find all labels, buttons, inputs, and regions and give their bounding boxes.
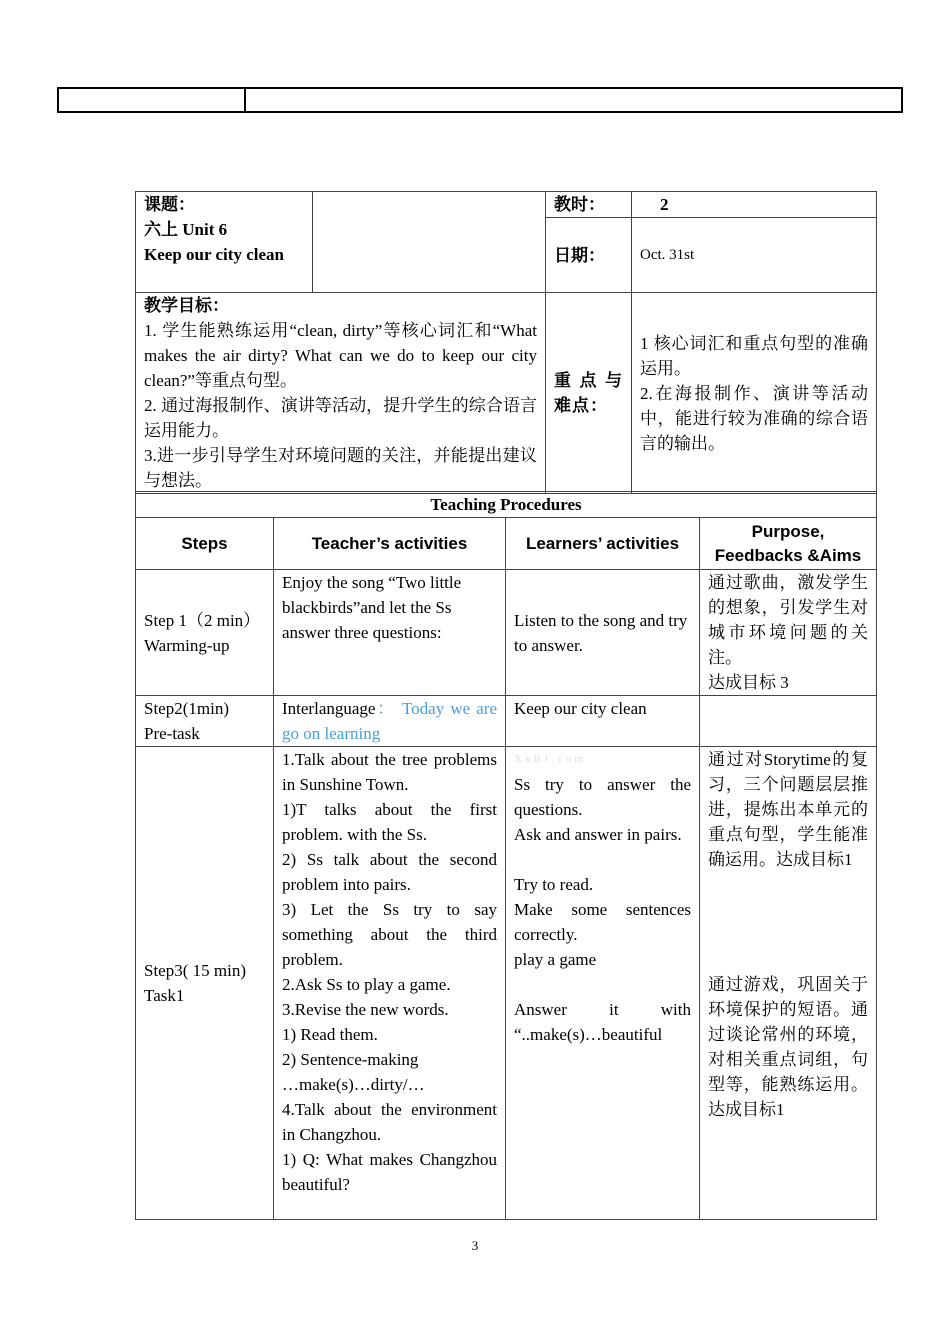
interlanguage-colon: ：: [375, 699, 397, 718]
spacer: [708, 872, 868, 972]
objective-2: 2. 通过海报制作、演讲等活动，提升学生的综合语言运用能力。: [144, 396, 537, 440]
step3-teacher-line: 1) Q: What makes Changzhou beautiful?: [282, 1150, 497, 1194]
step3-learners: [506, 747, 700, 1220]
step3-teacher-line: 2) Sentence-making: [282, 1050, 419, 1069]
step2-cell: [136, 696, 274, 747]
step1-stage: Warming-up: [144, 635, 230, 655]
step3-teacher-line: 2) Ss talk about the second problem into pairs.: [282, 850, 497, 894]
spacer: [514, 847, 691, 872]
periods-label: 教时：: [546, 192, 632, 218]
interlanguage-label: Interlanguage: [282, 699, 376, 718]
objective-1: 1. 学生能熟练运用“clean, dirty”等核心词汇和“What makes the air dirty? What can we do to keep our city clean?”等重点句型。: [144, 321, 537, 390]
date-label: 日期：: [546, 218, 632, 293]
objectives-cell: [136, 293, 546, 494]
step3-learner-d: Make some sentences correctly.: [514, 900, 691, 944]
key-point-1: 1 核心词汇和重点句型的准确运用。: [640, 333, 868, 378]
unit-label: 六上 Unit 6: [144, 220, 228, 239]
topic-cell: [136, 192, 313, 293]
key-points-cell: [632, 293, 877, 494]
header-purpose: Purpose, Feedbacks &Aims: [700, 518, 877, 570]
step1-purpose: 通过歌曲，激发学生的想象，引发学生对城市环境问题的关注。: [708, 573, 869, 667]
step3-teacher-line: 1)T talks about the first problem. with the Ss.: [282, 800, 497, 844]
watermark: XkB1.com: [514, 753, 586, 765]
step2-stage: Pre-task: [144, 724, 200, 743]
objective-3: 3.进一步引导学生对环境问题的关注，并能提出建议与想法。: [144, 446, 537, 490]
spacer: [514, 972, 691, 997]
step3-learner-f: Answer it with “..make(s)…beautiful: [514, 1000, 691, 1044]
step2-learners: Keep our city clean: [506, 696, 700, 747]
step1-aim: 达成目标 3: [708, 673, 789, 692]
step2-teacher: [274, 696, 506, 747]
step1-learners: Listen to the song and try to answer.: [506, 570, 700, 696]
step1-label: Step 1（2 min）: [144, 610, 261, 630]
step3-learner-c: Try to read.: [514, 875, 594, 894]
step1-cell: [136, 570, 274, 696]
page-number: 3: [471, 1238, 479, 1253]
step3-purpose-1: 通过对Storytime的复习，三个问题层层推进，提炼出本单元的重点句型，学生能准确运用。达成目标1: [708, 750, 869, 869]
step3-teacher-line: 3.Revise the new words.: [282, 1000, 449, 1019]
header-teacher: Teacher’s activities: [274, 518, 506, 570]
step3-learner-b: Ask and answer in pairs.: [514, 825, 682, 844]
step3-teacher-line: 4.Talk about the environment in Changzhou.: [282, 1100, 497, 1144]
header-steps: Steps: [136, 518, 274, 570]
step3-learner-e: play a game: [514, 950, 597, 969]
step2-purpose: [700, 696, 877, 747]
step3-label: Step3( 15 min): [144, 961, 246, 980]
step3-learner-a: Ss try to answer the questions.: [514, 775, 691, 819]
step1-teacher: Enjoy the song “Two little blackbirds”and let the Ss answer three questions:: [274, 570, 506, 696]
periods-value: 2: [632, 192, 877, 218]
procedures-table: [135, 491, 877, 1220]
header-learners: Learners’ activities: [506, 518, 700, 570]
topic-label: 课题：: [144, 195, 195, 214]
step3-teacher-line: 1) Read them.: [282, 1025, 378, 1044]
lesson-title: Keep our city clean: [144, 245, 284, 264]
procedures-title: Teaching Procedures: [136, 492, 877, 518]
step3-teacher-line: 2.Ask Ss to play a game.: [282, 975, 451, 994]
header-bar: [57, 87, 903, 113]
step2-label: Step2(1min): [144, 699, 229, 718]
key-points-label: 重点与难点：: [546, 293, 632, 494]
header-divider: [244, 89, 246, 111]
step3-purpose-2: 通过游戏，巩固关于环境保护的短语。通过谈论常州的环境，对相关重点词组，句型等，能熟练运用。达成目标1: [708, 975, 869, 1119]
key-point-2: 2.在海报制作、演讲等活动中，能进行较为准确的综合语言的输出。: [640, 383, 868, 453]
step1-purpose-cell: [700, 570, 877, 696]
step3-teacher: [274, 747, 506, 1220]
topic-blank-cell: [313, 192, 546, 293]
step3-teacher-line: 1.Talk about the tree problems in Sunshine Town.: [282, 750, 497, 794]
step3-purpose-cell: [700, 747, 877, 1220]
date-value: Oct. 31st: [632, 218, 877, 293]
step3-teacher-line: …make(s)…dirty/…: [282, 1075, 425, 1094]
step3-teacher-line: 3) Let the Ss try to say something about the third problem.: [282, 900, 497, 969]
interlanguage-link[interactable]: Today we are go on learning: [282, 699, 497, 743]
lesson-info-table: [135, 191, 877, 494]
step3-cell: [136, 747, 274, 1220]
step3-stage: Task1: [144, 986, 185, 1005]
objectives-heading: 教学目标：: [144, 296, 229, 315]
